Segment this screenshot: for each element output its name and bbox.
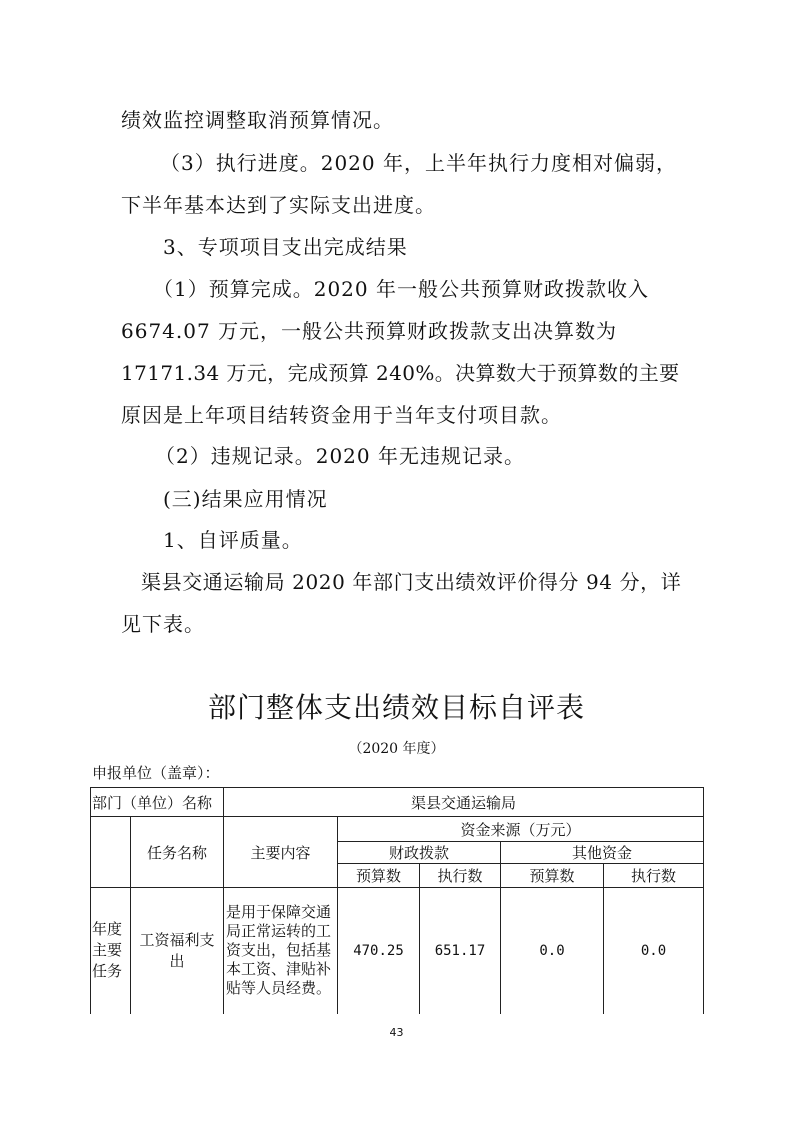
other-funds-header: 其他资金	[501, 842, 704, 864]
annual-task-label: 年度主要任务	[91, 888, 131, 1014]
task-name-header: 任务名称	[131, 817, 224, 888]
task-name-cell: 工资福利支出	[131, 888, 224, 1014]
other-budget-header: 预算数	[501, 864, 604, 888]
fiscal-budget-value: 470.25	[338, 888, 420, 1014]
fiscal-exec-header: 执行数	[420, 864, 501, 888]
paragraph-line-7: 17171.34 万元，完成预算 240%。决算数大于预算数的主要	[121, 361, 680, 385]
other-budget-value: 0.0	[501, 888, 604, 1014]
paragraph-line-10: (三)结果应用情况	[163, 487, 328, 511]
paragraph-line-1: 绩效监控调整取消预算情况。	[121, 108, 394, 132]
performance-self-evaluation-table	[90, 787, 704, 1014]
table-row	[91, 888, 704, 1014]
header-blank-cell	[91, 817, 131, 888]
fiscal-header: 财政拨款	[338, 842, 501, 864]
paragraph-line-8: 原因是上年项目结转资金用于当年支付项目款。	[121, 403, 562, 427]
dept-value: 渠县交通运输局	[224, 788, 704, 817]
paragraph-line-9: （2）违规记录。2020 年无违规记录。	[155, 444, 525, 468]
header-row-1	[91, 817, 704, 842]
paragraph-line-12: 渠县交通运输局 2020 年部门支出绩效评价得分 94 分，详	[141, 570, 682, 594]
paragraph-line-2: （3）执行进度。2020 年，上半年执行力度相对偏弱，	[160, 151, 677, 175]
table-title: 部门整体支出绩效目标自评表	[207, 691, 585, 724]
page-number: 43	[389, 1026, 404, 1039]
fiscal-budget-header: 预算数	[338, 864, 420, 888]
main-content-header: 主要内容	[224, 817, 338, 888]
reporting-unit-label: 申报单位（盖章）：	[92, 764, 220, 782]
table-subtitle: （2020 年度）	[348, 741, 445, 757]
fiscal-exec-value: 651.17	[420, 888, 501, 1014]
dept-label: 部门（单位）名称	[91, 788, 224, 817]
fund-source-header: 资金来源（万元）	[338, 817, 704, 842]
other-exec-value: 0.0	[604, 888, 704, 1014]
paragraph-line-11: 1、自评质量。	[163, 528, 303, 552]
other-exec-header: 执行数	[604, 864, 704, 888]
paragraph-line-5: （1）预算完成。2020 年一般公共预算财政拨款收入	[153, 277, 649, 301]
dept-row	[91, 788, 704, 817]
paragraph-line-4: 3、专项项目支出完成结果	[163, 235, 408, 259]
paragraph-line-6: 6674.07 万元，一般公共预算财政拨款支出决算数为	[121, 319, 618, 343]
paragraph-line-3: 下半年基本达到了实际支出进度。	[121, 193, 436, 217]
paragraph-line-13: 见下表。	[121, 612, 205, 636]
main-content-cell: 是用于保障交通局正常运转的工资支出，包括基本工资、津贴补贴等人员经费。	[224, 888, 338, 1014]
